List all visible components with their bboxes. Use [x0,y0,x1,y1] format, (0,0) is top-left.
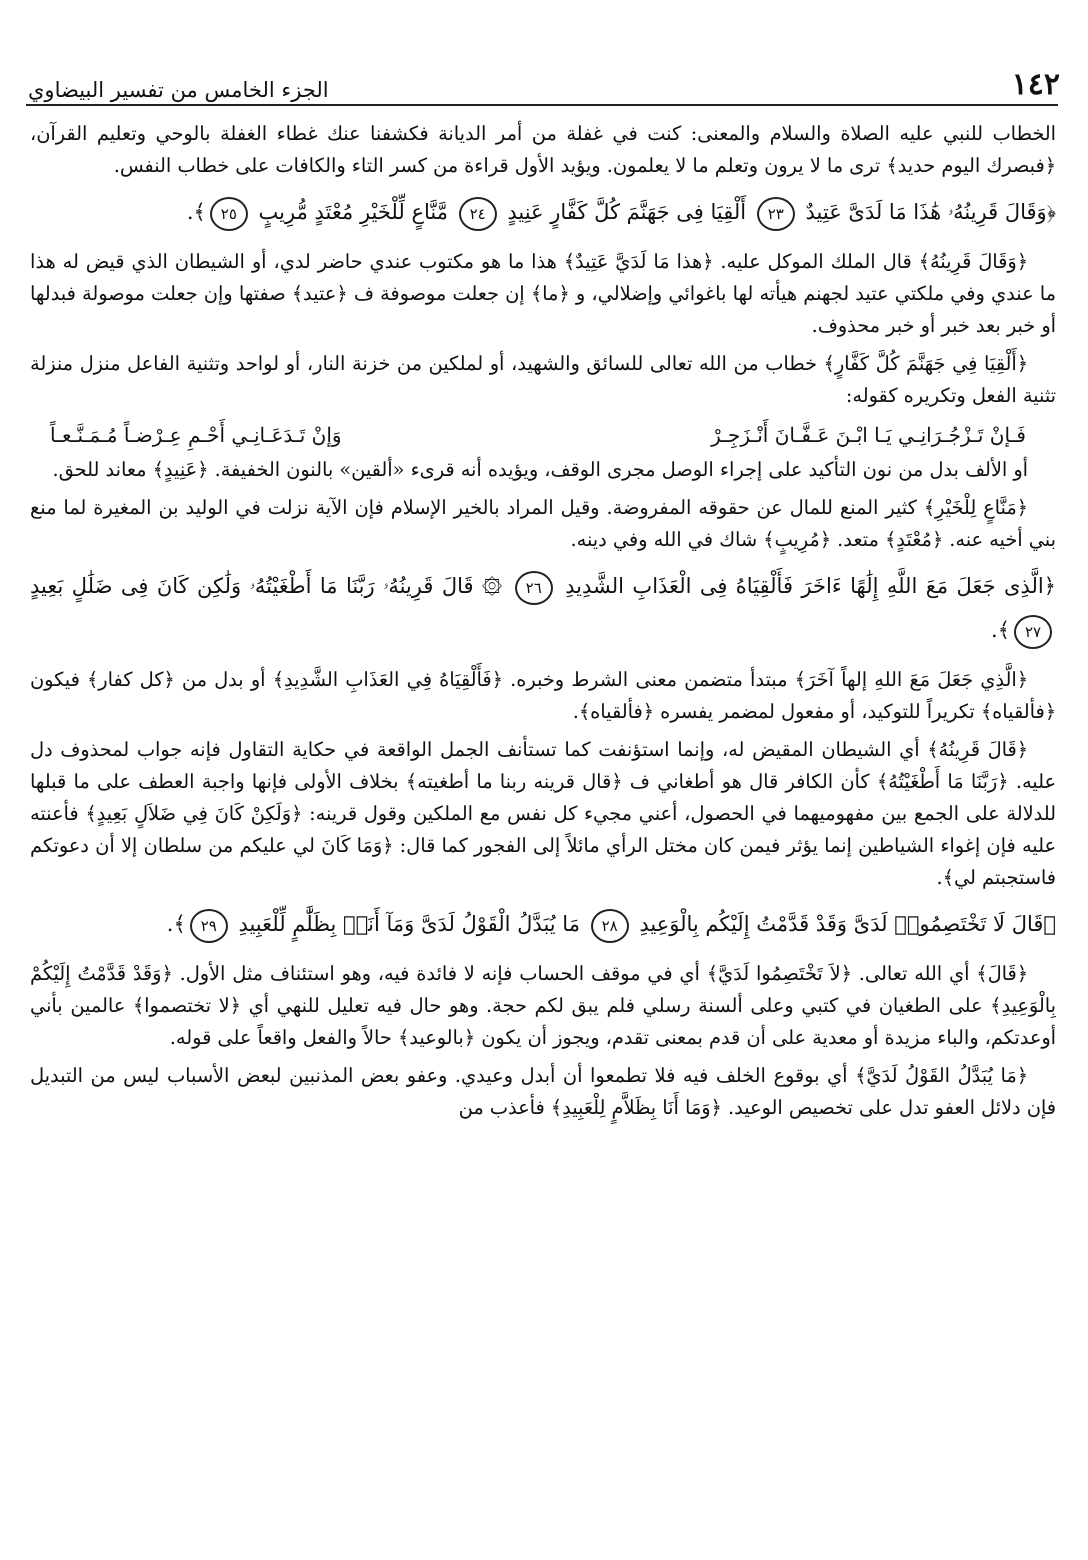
verse-close: ﴾. [186,200,206,224]
verse-close: ﴾. [166,912,186,936]
quran-verse-block [30,190,1056,234]
verse-text: ۞ قَالَ قَرِينُهُۥ رَبَّنَا مَا أَطْغَيْتُهُۥ وَلَٰكِن كَانَ فِى ضَلَٰلٍ بَعِيدٍ [30,574,503,598]
verse-text: مَّنَّاعٍ لِّلْخَيْرِ مُعْتَدٍ مُّرِيبٍ [258,200,448,224]
paragraph: ﴿قَالَ﴾ أي الله تعالى. ﴿لاَ تَخْتَصِمُوا لَدَيَّ﴾ أي في موقف الحساب فإنه لا فائدة فيه، وهو استئناف مثل الأول. ﴿وَقَدْ قَدَّمْتُ إِلَيْكُمْ بِالْوَعِيدِ﴾ على الطغيان في كتبي وعلى ألسنة رسلي فلم يبق لكم حجة. وهو حال فيه تعليل للنهي أي ﴿لا تختصموا﴾ عالمين بأني أوعدتكم، والباء مزيدة أو معدية على أن قدم بمعنى تقدم، ويجوز أن يكون ﴿بالوعيد﴾ حالاً والفعل واقعاً على قوله. [30,962,1056,1049]
verse-text: ﴿وَقَالَ قَرِينُهُۥ هَٰذَا مَا لَدَىَّ عَتِيدٌ [805,200,1056,224]
verse-close: ﴾. [991,618,1010,642]
paragraph: ﴿مَنَّاعٍ لِلْخَيْرِ﴾ كثير المنع للمال عن حقوقه المفروضة. وقيل المراد بالخير الإسلام فإن الآية نزلت في الوليد بن المغيرة لما منع بني أخيه عنه. ﴿مُعْتَدٍ﴾ متعد. ﴿مُرِيبٍ﴾ شاك في الله وفي دينه. [30,496,1056,551]
verse-number-marker: ٢٥ [210,197,248,231]
quran-verse-block [30,902,1056,946]
verse-text: أَلْقِيَا فِى جَهَنَّمَ كُلَّ كَفَّارٍ عَنِيدٍ [507,200,747,224]
verse-text: ﴿الَّذِى جَعَلَ مَعَ اللَّهِ إِلَٰهًا ءَاخَرَ فَأَلْقِيَاهُ فِى الْعَذَابِ الشَّدِيدِ [565,574,1056,598]
poem-second-hemistich: وَإنْ تَـدَعَـانِـي أَحْـمِ عِـرْضـاً مُـمَـنَّـعـاً [50,423,342,447]
paragraph: أو الألف بدل من نون التأكيد على إجراء الوصل مجرى الوقف، ويؤيده أنه قرىء «ألقين» بالنون الخفيفة. ﴿عَنِيدٍ﴾ معاند للحق. [52,458,1028,481]
paragraph: ﴿الَّذِي جَعَلَ مَعَ اللهِ إلهاً آخَرَ﴾ مبتدأ متضمن معنى الشرط وخبره. ﴿فَأَلْقِيَاهُ فِي العَذَابِ الشَّدِيدِ﴾ أو بدل من ﴿كل كفار﴾ فيكون ﴿فألقياه﴾ تكريراً للتوكيد، أو مفعول لمضمر يفسره ﴿فألقياه﴾. [30,668,1056,723]
paragraph: ﴿قَالَ قَرِينُهُ﴾ أي الشيطان المقيض له، وإنما استؤنفت كما تستأنف الجمل الواقعة في حكاية التقاول فإنه جواب لمحذوف دل عليه. ﴿رَبَّنَا مَا أَطْغَيْتُهُ﴾ كأن الكافر قال هو أطغاني ف ﴿قال قرينه ربنا ما أطغيته﴾ بخلاف الأولى فإنها واجبة العطف على ما قبلها للدلالة على الجمع بين مفهوميهما في الحصول، أعني مجيء كل نفس مع الملكين وقول قرينه: ﴿وَلَكِنْ كَانَ فِي ضَلاَلٍ بَعِيدٍ﴾ فأعنته عليه فإن إغواء الشياطين إنما يؤثر فيمن كان مختل الرأي مائلاً إلى الفجور كما قال: ﴿وَمَا كَانَ لي عليكم من سلطان إلا أن دعوتكم فاستجبتم لي﴾. [30,738,1056,889]
page-header [28,58,1060,102]
poem-verse [50,418,1026,452]
verse-number-marker: ٢٤ [459,197,497,231]
verse-number-marker: ٢٨ [591,909,629,943]
verse-number-marker: ٢٦ [515,571,553,605]
page-body [30,118,1056,1546]
verse-text: ﴿قَالَ لَا تَخْتَصِمُوا۟ لَدَىَّ وَقَدْ قَدَّمْتُ إِلَيْكُم بِالْوَعِيدِ [639,912,1056,936]
verse-text: مَا يُبَدَّلُ الْقَوْلُ لَدَىَّ وَمَآ أَنَا۠ بِظَلَّٰمٍ لِّلْعَبِيدِ [238,912,580,936]
paragraph: ﴿مَا يُبَدَّلُ القَوْلُ لَدَيَّ﴾ أي بوقوع الخلف فيه فلا تطمعوا أن أبدل وعيدي. وعفو بعض المذنبين لبعض الأسباب ليس من التبديل فإن دلائل العفو تدل على تخصيص الوعيد. ﴿وَمَا أَنَا بِظَلاَّمٍ لِلْعَبِيدِ﴾ فأعذب من [30,1064,1056,1119]
paragraph: ﴿أَلْقِيَا فِي جَهَنَّمَ كُلَّ كَفَّارٍ﴾ خطاب من الله تعالى للسائق والشهيد، أو لملكين من خزنة النار، أو لواحد وتثنية الفاعل منزل منزلة تثنية الفعل وتكريره كقوله: [30,352,1056,407]
page-number: ١٤٢ [1011,67,1060,102]
poem-first-hemistich: فَـإنْ تَـزْجُـرَانِـي يَـا ابْـنَ عَـفَّـانَ أَنْـزَجِـرْ [711,423,1026,447]
quran-verse-block [30,564,1056,652]
paragraph: الخطاب للنبي عليه الصلاة والسلام والمعنى: كنت في غفلة من أمر الديانة فكشفنا عنك غطاء الغفلة بالوحي وتعليم القرآن، ﴿فبصرك اليوم حديد﴾ ترى ما لا يرون وتعلم ما لا يعلمون. ويؤيد الأول قراءة من كسر التاء والكافات على خطاب النفس. [30,122,1056,177]
verse-number-marker: ٢٧ [1014,615,1052,649]
running-title: الجزء الخامس من تفسير البيضاوي [28,78,329,102]
paragraph: ﴿وَقَالَ قَرِينُهُ﴾ قال الملك الموكل عليه. ﴿هذا مَا لَدَيَّ عَتِيدٌ﴾ هذا ما هو مكتوب عندي حاضر لدي، أو الشيطان الذي قيض له هذا ما عندي وفي ملكتي عتيد لجهنم هيأته لها باغوائي وإضلالي، و ﴿ما﴾ إن جعلت موصوفة ف ﴿عتيد﴾ صفتها وإن جعلت موصولة فبدلها أو خبر بعد خبر أو خبر محذوف. [30,250,1056,337]
verse-number-marker: ٢٣ [757,197,795,231]
verse-number-marker: ٢٩ [190,909,228,943]
header-rule [26,104,1058,106]
